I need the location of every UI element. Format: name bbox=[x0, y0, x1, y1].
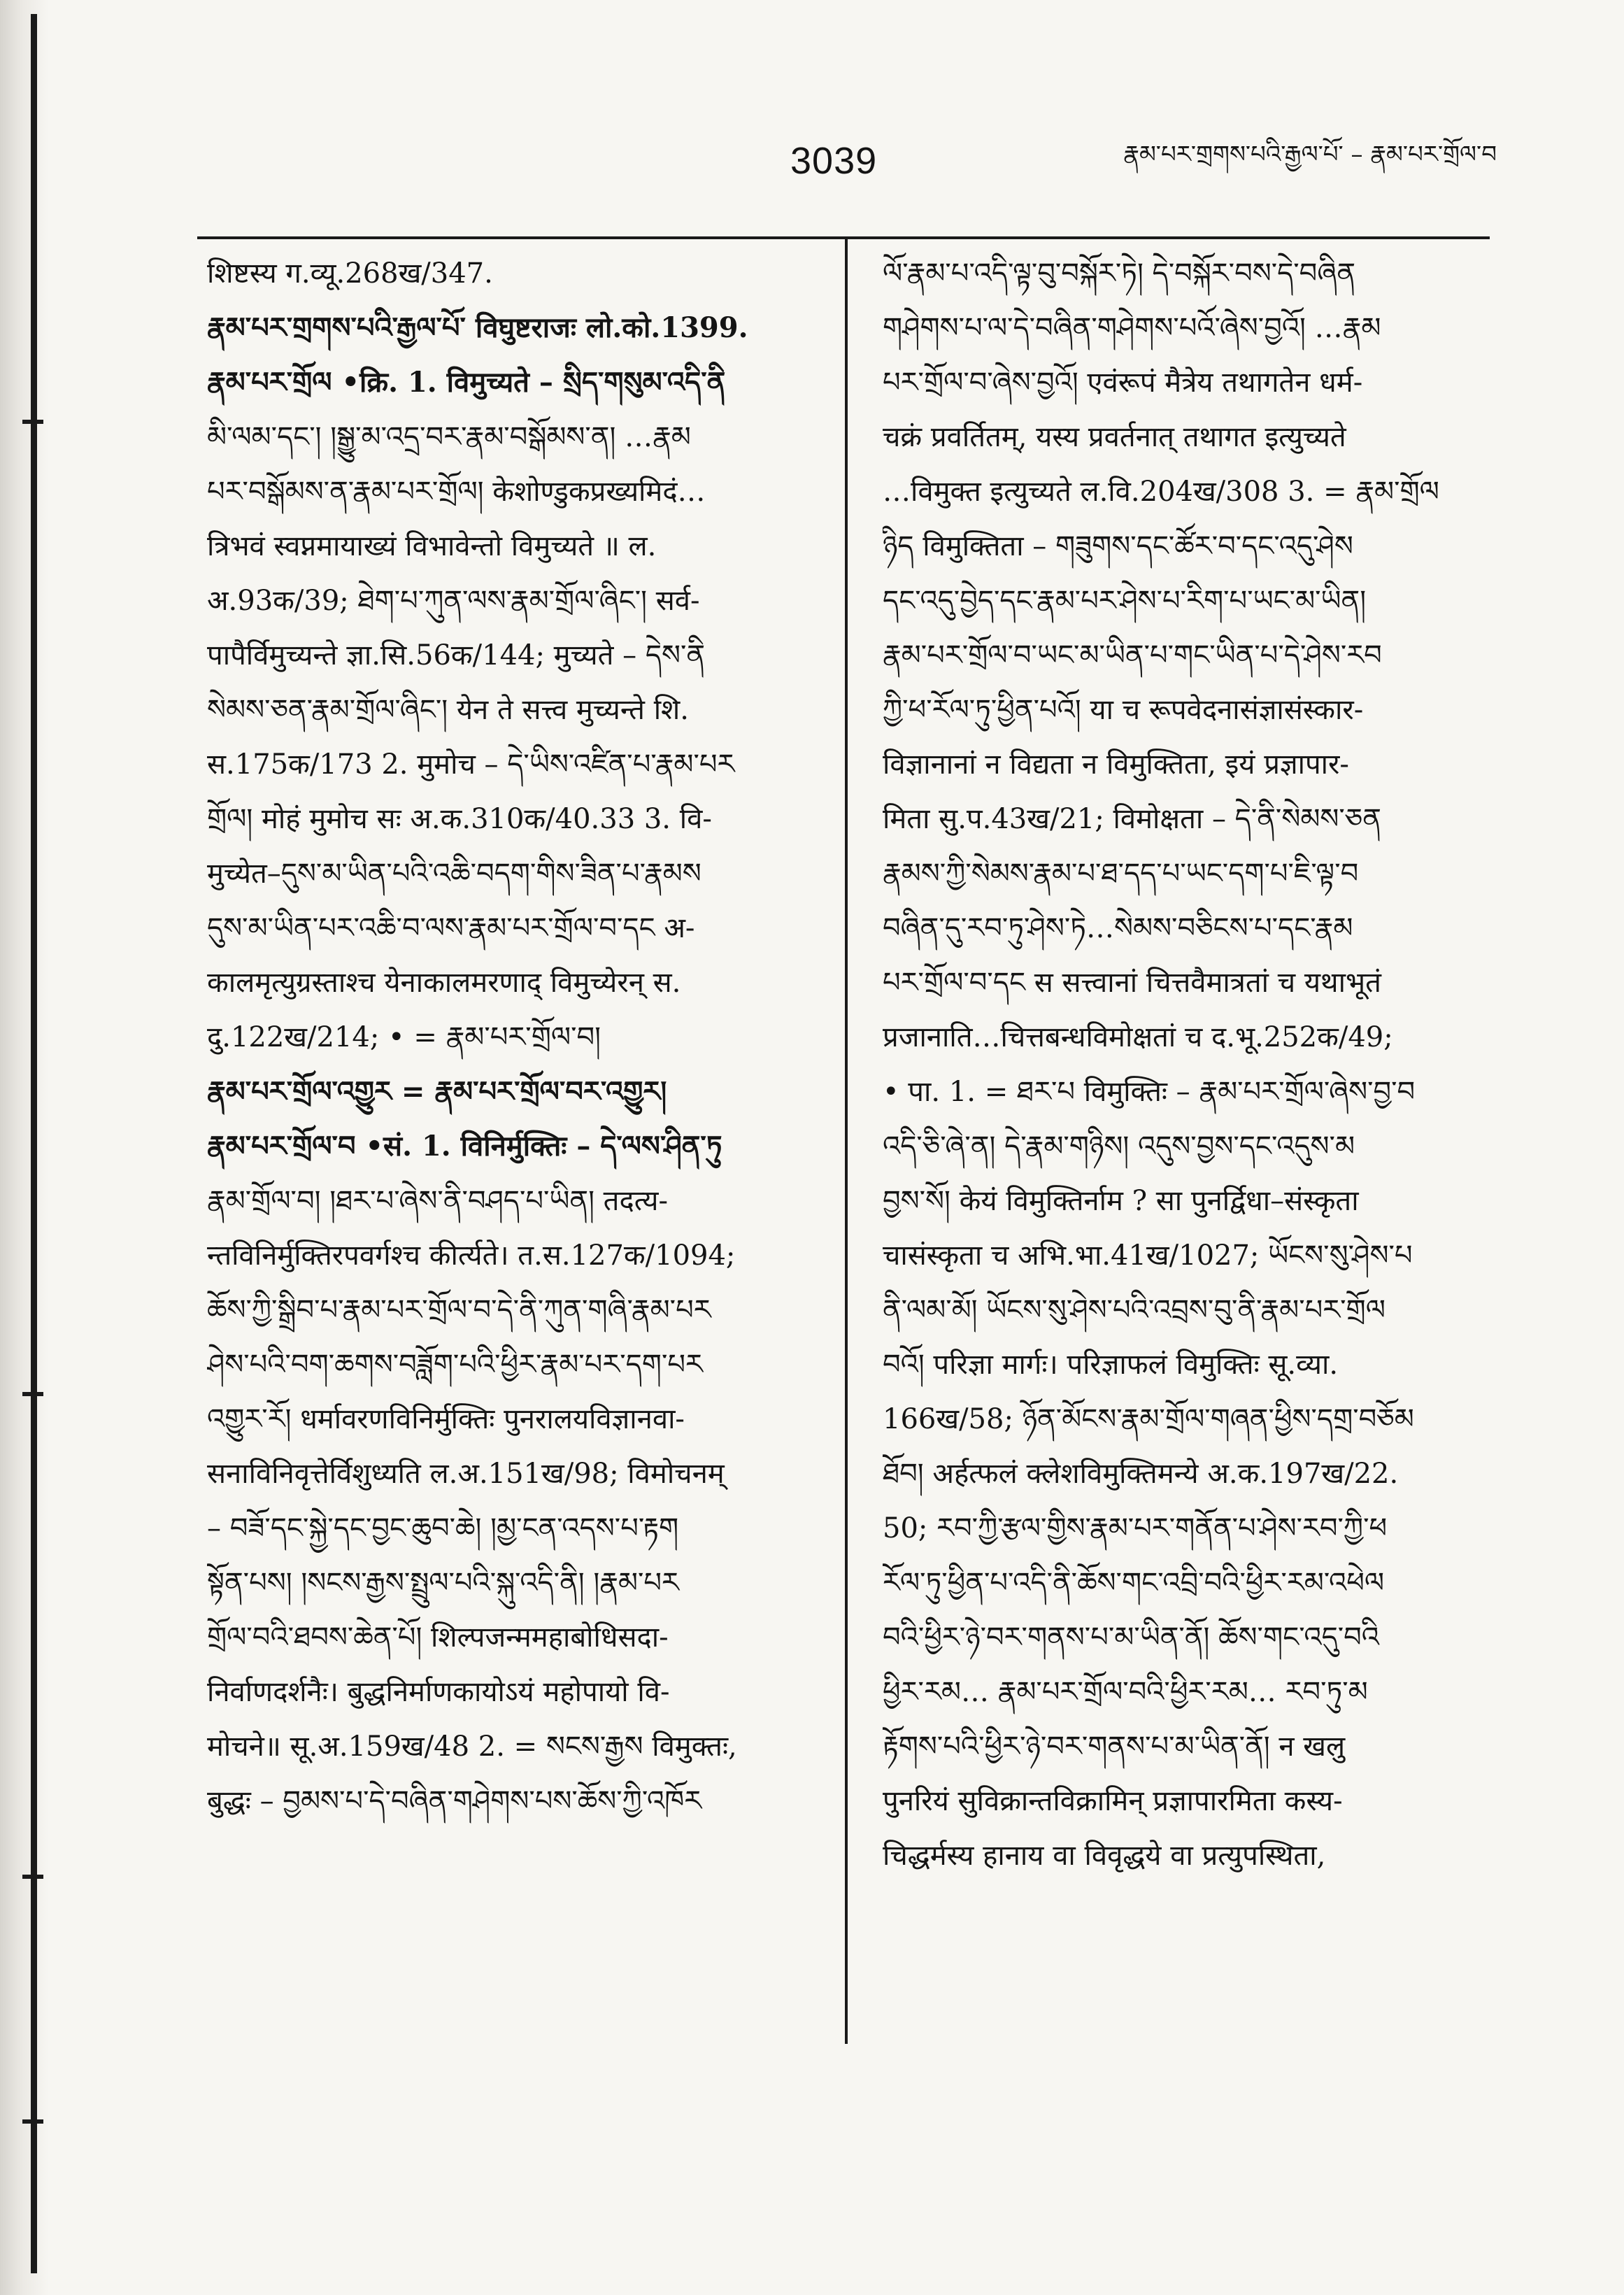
text-line: ཐོབ། अर्हत्फलं क्लेशविमुक्तिमन्ये अ.क.197ख/22. bbox=[883, 1458, 1399, 1490]
text-line: प्रजानाति…चित्तबन्धविमोक्षतां च द.भू.252क/49; bbox=[883, 1021, 1393, 1053]
left-column bbox=[207, 246, 836, 1828]
running-head: རྣམ་པར་གྲགས་པའི་རྒྱལ་པོ་ – རྣམ་པར་གྲོལ་བ bbox=[1123, 141, 1497, 169]
text-line: चिद्धर्मस्य हानाय वा विवृद्धये वा प्रत्युपस्थिता, bbox=[883, 1840, 1326, 1872]
entry-line: རྣམ་པར་གྲོལ་བ •सं. 1. विनिर्मुक्तिः – དེ་ལས་ཤིན་ཏུ bbox=[207, 1130, 722, 1163]
binding-edge bbox=[31, 14, 37, 2273]
text-line: དུས་མ་ཡིན་པར་འཆི་བ་ལས་རྣམ་པར་གྲོལ་བ་དང अ- bbox=[207, 912, 695, 944]
text-line: • पा. 1. = ཐར་པ विमुक्तिः – རྣམ་པར་གྲོལ་ཞེས་བྱ་བ bbox=[883, 1076, 1416, 1108]
text-line: ཤེས་པའི་བག་ཆགས་བཟློག་པའི་ཕྱིར་རྣམ་པར་དག་པར bbox=[207, 1349, 703, 1381]
text-line: पुनरियं सुविक्रान्तविक्रामिन् प्रज्ञापारमिता कस्य- bbox=[883, 1785, 1343, 1817]
text-line: मिता सु.प.43ख/21; विमोक्षता – དེ་ནི་སེམས་ཅན bbox=[883, 803, 1381, 835]
text-line: दु.122ख/214; • = རྣམ་པར་གྲོལ་བ། bbox=[207, 1021, 601, 1053]
text-line: ཉིད विमुक्तिता – གཟུགས་དང་ཚོར་བ་དང་འདུ་ཤེས bbox=[883, 530, 1353, 562]
text-line: चासंस्कृता च अभि.भा.41ख/1027; ཡོངས་སུ་ཤེས་པ bbox=[883, 1239, 1413, 1272]
page-header bbox=[790, 133, 1497, 189]
binding-tick bbox=[22, 420, 43, 424]
text-line: स.175क/173 2. मुमोच – དེ་ཡིས་འཛིན་པ་རྣམ་པར bbox=[207, 748, 735, 781]
text-line: གཤེགས་པ་ལ་དེ་བཞིན་གཤེགས་པའོ་ཞེས་བྱའོ། …རྣམ bbox=[883, 312, 1381, 344]
text-line: त्रिभवं स्वप्नमायाख्यं विभावेन्तो विमुच्यते ॥ ल. bbox=[207, 530, 657, 562]
text-line: གྲོལ་བའི་ཐབས་ཆེན་པོ། शिल्पजन्ममहाबोधिसदा- bbox=[207, 1621, 669, 1654]
text-line: འགྱུར་རོ། धर्मावरणविनिर्मुक्तिः पुनरालयविज्ञानवा- bbox=[207, 1403, 685, 1435]
text-line: པར་གྲོལ་བ་ཞེས་བྱའོ། एवंरूपं मैत्रेय तथागतेन धर्म- bbox=[883, 367, 1363, 399]
text-line: པར་གྲོལ་བ་དང स सत्त्वानां चित्तवैमात्रतां च यथाभूतं bbox=[883, 967, 1381, 999]
binding-shadow bbox=[0, 0, 49, 2295]
text-line: 50; རབ་ཀྱི་རྩལ་གྱིས་རྣམ་པར་གནོན་པ་ཤེས་རབ་ཀྱི་ཕ bbox=[883, 1512, 1388, 1544]
binding-tick bbox=[22, 1875, 43, 1879]
entry-line: རྣམ་པར་གྲོལ •क्रि. 1. विमुच्यते – སྲིད་གསུམ་འདི་ནི bbox=[207, 366, 726, 399]
text-line: འདི་ཅི་ཞེ་ན། དེ་རྣམ་གཉིས། འདུས་བྱས་དང་འདུས་མ bbox=[883, 1130, 1355, 1163]
entry-line: རྣམ་པར་གྲོལ་འགྱུར = རྣམ་པར་གྲོལ་བར་འགྱུར། bbox=[207, 1075, 667, 1108]
text-line: ལོ་རྣམ་པ་འདི་ལྟ་བུ་བསྐོར་ཏེ། དེ་བསྐོར་བས་དེ་བཞིན bbox=[883, 257, 1355, 290]
header-rule bbox=[197, 236, 1490, 239]
text-line: རྟོགས་པའི་ཕྱིར་ཉེ་བར་གནས་པ་མ་ཡིན་ནོ། न खलु bbox=[883, 1731, 1346, 1763]
text-line: རྣམ་གྲོལ་བ། །ཐར་པ་ཞེས་ནི་བཤད་པ་ཡིན། तदत्य- bbox=[207, 1185, 669, 1217]
page-number: 3039 bbox=[790, 140, 878, 182]
right-column bbox=[883, 246, 1491, 1883]
text-line: बुद्धः – བྱམས་པ་དེ་བཞིན་གཤེགས་པས་ཆོས་ཀྱི་འཁོར bbox=[207, 1785, 702, 1817]
text-line: དང་འདུ་བྱེད་དང་རྣམ་པར་ཤེས་པ་རིག་པ་ཡང་མ་ཡིན། bbox=[883, 585, 1367, 617]
binding-tick bbox=[22, 1392, 43, 1396]
text-line: མི་ལམ་དང་། །སྒྱུ་མ་འདྲ་བར་རྣམ་བསྒོམས་ན། …རྣམ bbox=[207, 421, 691, 453]
text-line: न्तविनिर्मुक्तिरपवर्गश्च कीर्त्यते। त.स.127क/1094; bbox=[207, 1239, 736, 1272]
text-line: ནི་ལམ་མོ། ཡོངས་སུ་ཤེས་པའི་འབྲས་བུ་ནི་རྣམ་པར་གྲོལ bbox=[883, 1294, 1386, 1326]
text-line: བྱས་སོ། केयं विमुक्तिर्नाम ? सा पुनर्द्विधा–संस्कृता bbox=[883, 1185, 1359, 1217]
text-line: मोचने॥ सू.अ.159ख/48 2. = སངས་རྒྱས विमुक्तः, bbox=[207, 1731, 737, 1763]
text-line: पापैर्विमुच्यन्ते ज्ञा.सि.56क/144; मुच्यते – དེས་ནི bbox=[207, 639, 706, 672]
text-line: अ.93क/39; ཐེག་པ་ཀུན་ལས་རྣམ་གྲོལ་ཞིང་། सर्व- bbox=[207, 585, 700, 617]
column-divider bbox=[845, 239, 848, 2044]
text-line: ཀྱི་ཕ་རོལ་ཏུ་ཕྱིན་པའོ། या च रूपवेदनासंज्ञासंस्कार- bbox=[883, 694, 1364, 726]
text-line: विज्ञानानां न विद्यता न विमुक्तिता, इयं प्रज्ञापार- bbox=[883, 748, 1349, 781]
text-line: कालमृत्युग्रस्ताश्च येनाकालमरणाद् विमुच्येरन् स. bbox=[207, 967, 681, 999]
text-line: བའོ། परिज्ञा मार्गः। परिज्ञाफलं विमुक्तिः सू.व्या. bbox=[883, 1349, 1339, 1381]
text-line: རྣམ་པར་གྲོལ་བ་ཡང་མ་ཡིན་པ་གང་ཡིན་པ་དེ་ཤེས་རབ bbox=[883, 639, 1382, 672]
text-line: རོལ་ཏུ་ཕྱིན་པ་འདི་ནི་ཆོས་གང་འབྲི་བའི་ཕྱིར་རམ་འཕེལ bbox=[883, 1567, 1385, 1599]
text-line: निर्वाणदर्शनैः। बुद्धनिर्माणकायोऽयं महोपायो वि- bbox=[207, 1676, 670, 1708]
text-line: བཞིན་དུ་རབ་ཏུ་ཤེས་ཏེ…སེམས་བཅིངས་པ་དང་རྣམ bbox=[883, 912, 1353, 944]
entry-line: རྣམ་པར་གྲགས་པའི་རྒྱལ་པོ་ विघुष्टराजः लो.को.1399. bbox=[207, 311, 748, 344]
text-line: सनाविनिवृत्तेर्विशुध्यति ल.अ.151ख/98; विमोचनम् bbox=[207, 1458, 725, 1490]
text-line: – བཟོ་དང་སྐྱེ་དང་བྱང་ཆུབ་ཆེ། །མྱ་ངན་འདས་པ་རྟག bbox=[207, 1512, 679, 1544]
text-line: ཆོས་ཀྱི་སྒྲིབ་པ་རྣམ་པར་གྲོལ་བ་དེ་ནི་ཀུན་གཞི་རྣམ་པར bbox=[207, 1294, 711, 1326]
text-line: བའི་ཕྱིར་ཉེ་བར་གནས་པ་མ་ཡིན་ནོ། ཆོས་གང་འདུ་བའི bbox=[883, 1621, 1379, 1654]
text-line: चक्रं प्रवर्तितम्, यस्य प्रवर्तनात् तथागत इत्युच्यते bbox=[883, 421, 1346, 453]
text-line: སེམས་ཅན་རྣམ་གྲོལ་ཞིང་། येन ते सत्त्व मुच्यन्ते शि. bbox=[207, 694, 689, 726]
text-line: སྟོན་པས། །སངས་རྒྱས་སྤྲུལ་པའི་སྐུ་འདི་ནི། །རྣམ་པར bbox=[207, 1567, 679, 1599]
text-line: ཕྱིར་རམ… རྣམ་པར་གྲོལ་བའི་ཕྱིར་རམ… རབ་ཏུ་མ bbox=[883, 1676, 1368, 1708]
text-line: …विमुक्त इत्युच्यते ल.वि.204ख/308 3. = རྣམ་གྲོལ bbox=[883, 476, 1439, 508]
text-line: मुच्येत–དུས་མ་ཡིན་པའི་འཆི་བདག་གིས་ཟིན་པ་རྣམས bbox=[207, 858, 701, 890]
binding-tick bbox=[22, 2119, 43, 2124]
text-line: शिष्टस्य ग.व्यू.268ख/347. bbox=[207, 257, 493, 290]
text-line: གྲོལ། मोहं मुमोच सः अ.क.310क/40.33 3. वि- bbox=[207, 803, 712, 835]
text-line: 166ख/58; ཉོན་མོངས་རྣམ་གྲོལ་གཞན་ཕྱིས་དགྲ་བཅོམ bbox=[883, 1403, 1414, 1435]
text-line: རྣམས་ཀྱི་སེམས་རྣམ་པ་ཐ་དད་པ་ཡང་དག་པ་ཇི་ལྟ་བ bbox=[883, 858, 1359, 890]
text-line: པར་བསྒོམས་ན་རྣམ་པར་གྲོལ། केशोण्डुकप्रख्यमिदं… bbox=[207, 476, 706, 508]
